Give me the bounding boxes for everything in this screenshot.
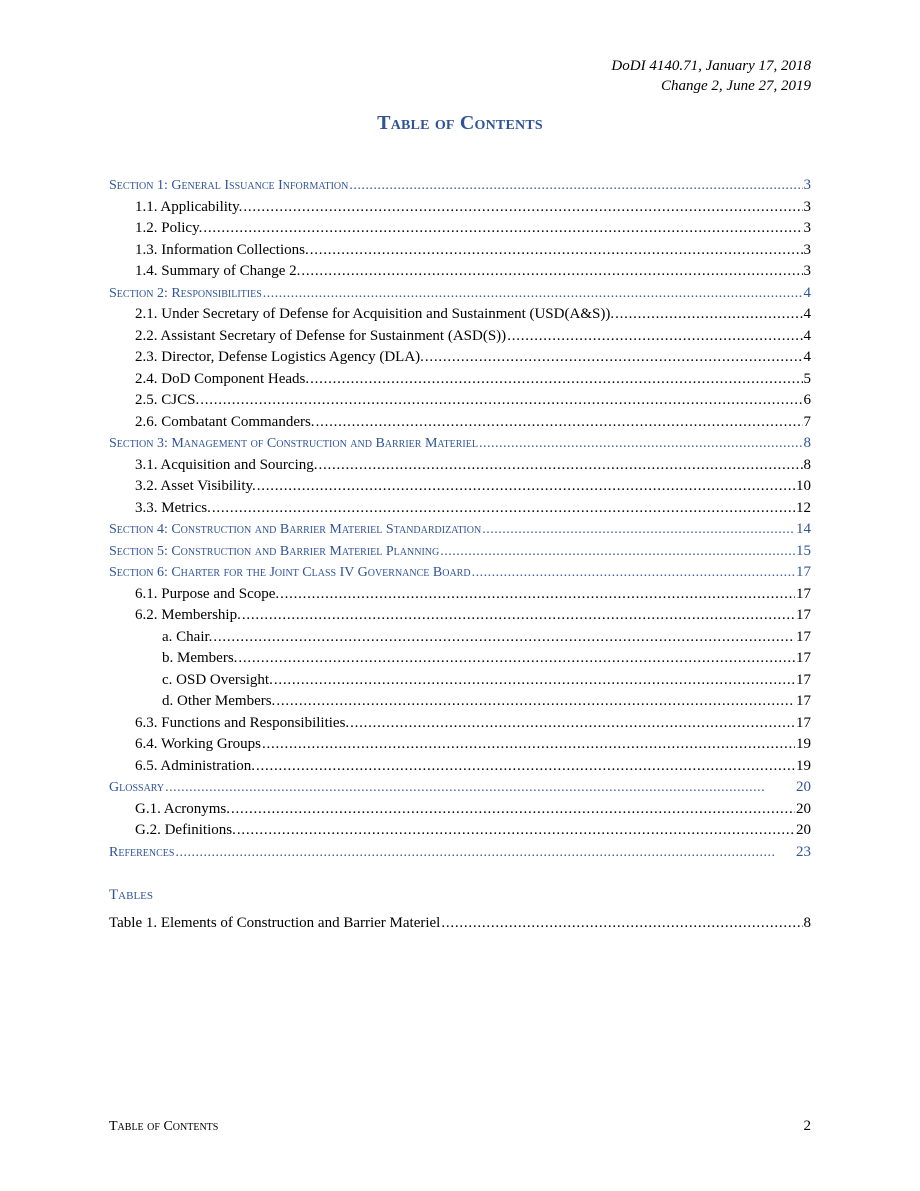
toc-section-entry[interactable] — [109, 779, 811, 801]
toc-entry[interactable] — [109, 478, 811, 500]
toc-entry-page: 20 — [796, 779, 811, 795]
toc-entry-title: 2.6. Combatant Commanders. — [135, 413, 315, 430]
toc-entry-page: 19 — [796, 757, 811, 774]
dot-leader — [238, 650, 795, 667]
toc-entry[interactable] — [109, 736, 811, 758]
toc-entry[interactable] — [109, 392, 811, 414]
toc-entry-page: 3 — [803, 198, 811, 215]
toc-entry-page: 17 — [796, 564, 811, 580]
toc-entry-title: 6.1. Purpose and Scope. — [135, 585, 280, 602]
toc-entry-title: 6.4. Working Groups — [135, 736, 262, 752]
toc-entry-page: 3 — [803, 177, 811, 193]
toc-section-entry[interactable] — [109, 521, 811, 543]
toc-entry[interactable] — [109, 672, 811, 694]
toc-entry[interactable] — [109, 306, 811, 328]
toc-entry-page: 8 — [803, 435, 811, 451]
table-of-contents — [109, 177, 811, 865]
dot-leader — [425, 349, 803, 366]
toc-entry[interactable] — [109, 650, 811, 672]
dot-leader — [175, 845, 795, 861]
dot-leader — [507, 328, 802, 345]
toc-section-entry[interactable] — [109, 177, 811, 199]
toc-entry-title: Section 1: General Issuance Information — [109, 178, 349, 193]
toc-entry[interactable] — [109, 915, 811, 937]
toc-entry-title: 1.1. Applicability. — [135, 198, 243, 215]
dot-leader — [479, 436, 803, 452]
toc-entry-title: 6.2. Membership. — [135, 607, 241, 623]
dot-leader — [301, 263, 802, 280]
toc-entry[interactable] — [109, 220, 811, 242]
toc-entry-page: 17 — [796, 628, 811, 645]
toc-entry-page: 4 — [803, 349, 811, 365]
toc-entry[interactable] — [109, 263, 811, 285]
toc-entry[interactable] — [109, 715, 811, 737]
dot-leader — [213, 629, 795, 646]
toc-entry-page: 17 — [796, 607, 811, 623]
dot-leader — [350, 715, 795, 732]
dot-leader — [257, 478, 795, 495]
toc-entry[interactable] — [109, 371, 811, 393]
toc-entry-title: Section 4: Construction and Barrier Materiel Standardization — [109, 522, 482, 537]
footer-page-number: 2 — [803, 1118, 811, 1134]
toc-section-entry[interactable] — [109, 543, 811, 565]
dot-leader — [280, 586, 795, 603]
dot-leader — [242, 607, 795, 624]
toc-entry-title: 6.3. Functions and Responsibilities. — [135, 714, 350, 731]
toc-entry-page: 20 — [796, 800, 811, 817]
dot-leader — [200, 392, 802, 409]
toc-entry-page: 17 — [796, 671, 811, 688]
toc-entry-page: 5 — [803, 370, 811, 387]
toc-entry-page: 8 — [803, 456, 811, 473]
header-change-date: Change 2, June 27, 2019 — [661, 78, 811, 94]
dot-leader — [274, 672, 795, 689]
toc-entry[interactable] — [109, 500, 811, 522]
toc-entry-title: 3.3. Metrics. — [135, 499, 211, 516]
toc-entry-title: 1.4. Summary of Change 2. — [135, 263, 301, 279]
dot-leader — [440, 544, 795, 560]
dot-leader — [212, 500, 795, 517]
toc-entry-page: 17 — [796, 714, 811, 731]
toc-entry-page: 23 — [796, 843, 811, 860]
toc-entry-title: Section 2: Responsibilities — [109, 285, 262, 301]
toc-entry-title: c. OSD Oversight. — [162, 671, 273, 688]
header-issuance-date: DoDI 4140.71, January 17, 2018 — [611, 58, 811, 74]
toc-entry-title: G.2. Definitions. — [135, 822, 236, 838]
toc-entry-page: 17 — [796, 650, 811, 666]
toc-entry[interactable] — [109, 629, 811, 651]
toc-entry-page: 14 — [796, 521, 811, 537]
toc-entry-title: 3.2. Asset Visibility. — [135, 478, 256, 494]
dot-leader — [203, 220, 802, 237]
toc-entry-title: b. Members. — [162, 650, 238, 666]
dot-leader — [276, 693, 795, 710]
dot-leader — [243, 199, 802, 216]
dot-leader — [472, 565, 795, 581]
toc-entry[interactable] — [109, 607, 811, 629]
toc-entry-page: 3 — [803, 220, 811, 236]
toc-entry-page: 19 — [796, 736, 811, 752]
toc-entry-title: G.1. Acronyms. — [135, 800, 230, 817]
toc-entry[interactable] — [109, 457, 811, 479]
toc-entry-title: Table 1. Elements of Construction and Barrier Materiel — [109, 915, 441, 931]
toc-entry-title: 2.3. Director, Defense Logistics Agency (DLA). — [135, 349, 424, 365]
toc-entry-title: Section 6: Charter for the Joint Class IV Governance Board — [109, 565, 471, 580]
dot-leader — [316, 414, 803, 431]
dot-leader — [165, 780, 795, 796]
toc-entry-title: 1.2. Policy. — [135, 220, 203, 236]
toc-entry-page: 6 — [803, 392, 811, 408]
toc-entry-title: d. Other Members. — [162, 693, 276, 709]
toc-entry[interactable] — [109, 349, 811, 371]
toc-entry-title: a. Chair. — [162, 628, 213, 645]
toc-entry-page: 15 — [796, 542, 811, 559]
toc-entry-title: 2.2. Assistant Secretary of Defense for Sustainment (ASD(S)) — [135, 327, 507, 344]
toc-entry-title: Glossary — [109, 780, 165, 795]
toc-entry-page: 20 — [796, 822, 811, 838]
toc-entry-page: 10 — [796, 478, 811, 494]
toc-entry-page: 7 — [803, 413, 811, 430]
dot-leader — [256, 758, 795, 775]
toc-entry-page: 17 — [796, 693, 811, 709]
toc-entry[interactable] — [109, 242, 811, 264]
toc-entry[interactable] — [109, 822, 811, 844]
dot-leader — [310, 242, 803, 259]
toc-entry-title: References — [109, 844, 175, 860]
toc-entry-title: 3.1. Acquisition and Sourcing. — [135, 456, 318, 473]
toc-entry-title: 2.4. DoD Component Heads. — [135, 370, 310, 387]
dot-leader — [441, 915, 802, 932]
toc-entry-page: 12 — [796, 499, 811, 516]
dot-leader — [615, 306, 802, 323]
list-of-tables — [109, 915, 811, 937]
footer-section-title: Table of Contents — [109, 1119, 219, 1134]
toc-entry-page: 4 — [803, 284, 811, 301]
dot-leader — [319, 457, 803, 474]
toc-entry-page: 3 — [803, 241, 811, 258]
toc-entry-page: 4 — [803, 306, 811, 322]
toc-entry[interactable] — [109, 199, 811, 221]
toc-entry[interactable] — [109, 414, 811, 436]
dot-leader — [231, 801, 795, 818]
dot-leader — [482, 522, 795, 538]
toc-entry-page: 3 — [803, 263, 811, 279]
toc-entry-page: 8 — [803, 915, 811, 931]
toc-section-entry[interactable] — [109, 844, 811, 866]
dot-leader — [263, 286, 803, 302]
toc-section-entry[interactable] — [109, 285, 811, 307]
toc-entry[interactable] — [109, 758, 811, 780]
toc-section-entry[interactable] — [109, 564, 811, 586]
tables-heading: Tables — [109, 887, 153, 903]
toc-entry-title: 1.3. Information Collections. — [135, 241, 309, 258]
toc-section-entry[interactable] — [109, 435, 811, 457]
dot-leader — [262, 736, 795, 753]
toc-entry-title: 2.1. Under Secretary of Defense for Acquisition and Sustainment (USD(A&S)). — [135, 306, 615, 322]
toc-entry[interactable] — [109, 693, 811, 715]
toc-entry-title: Section 5: Construction and Barrier Materiel Planning — [109, 543, 440, 559]
toc-entry-page: 4 — [803, 327, 811, 344]
toc-entry[interactable] — [109, 328, 811, 350]
dot-leader — [237, 822, 795, 839]
toc-entry-title: Section 3: Management of Construction and Barrier Materiel — [109, 436, 478, 451]
toc-entry-title: 2.5. CJCS. — [135, 392, 200, 408]
page-title: Table of Contents — [377, 112, 543, 134]
toc-entry-page: 17 — [796, 585, 811, 602]
toc-entry[interactable] — [109, 586, 811, 608]
document-header — [611, 56, 811, 96]
toc-entry[interactable] — [109, 801, 811, 823]
dot-leader — [310, 371, 802, 388]
dot-leader — [349, 178, 802, 194]
toc-entry-title: 6.5. Administration. — [135, 757, 255, 774]
